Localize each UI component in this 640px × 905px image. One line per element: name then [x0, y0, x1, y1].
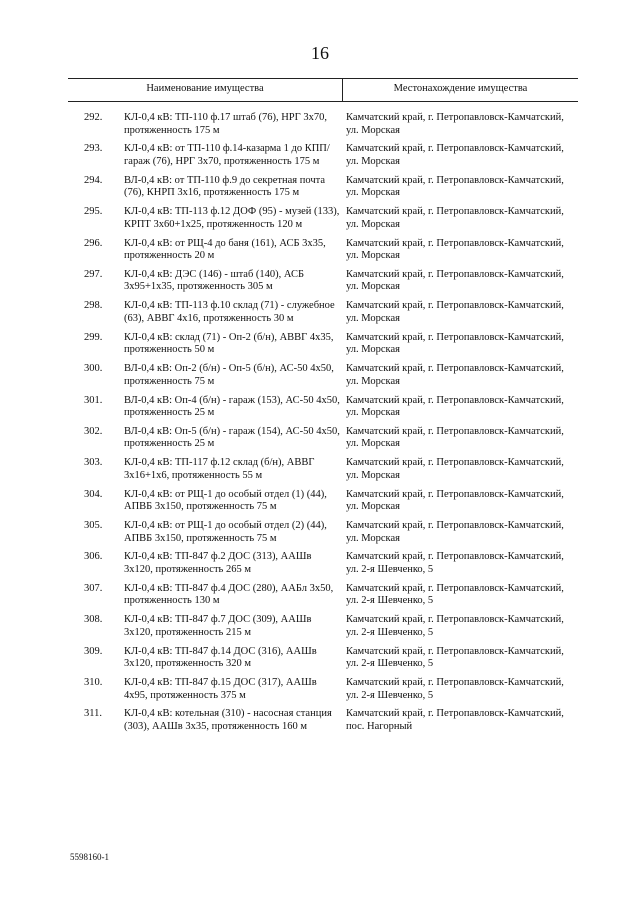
row-number: 297.	[84, 268, 103, 280]
property-name: ВЛ-0,4 кВ: Оп-4 (б/н) - гараж (153), АС-50 4х50, протяженность 25 м	[124, 394, 340, 419]
table-row	[0, 332, 640, 357]
row-number: 299.	[84, 331, 103, 343]
row-number: 307.	[84, 582, 103, 594]
row-number: 309.	[84, 645, 103, 657]
table-row	[0, 708, 640, 733]
property-name: КЛ-0,4 кВ: ТП-847 ф.7 ДОС (309), ААШв 3х120, протяженность 215 м	[124, 614, 312, 638]
table-row	[0, 583, 640, 608]
property-location: Камчатский край, г. Петропавловск-Камчатский, ул. 2-я Шевченко, 5	[346, 614, 564, 638]
row-number: 293.	[84, 143, 103, 155]
property-location: Камчатский край, г. Петропавловск-Камчатский, ул. Морская	[346, 237, 564, 262]
row-number: 304.	[84, 488, 103, 500]
property-location: Камчатский край, г. Петропавловск-Камчатский, ул. Морская	[346, 206, 564, 230]
property-name: КЛ-0,4 кВ: ТП-113 ф.10 склад (71) - служебное (63), АВВГ 4х16, протяженность 30 м	[124, 300, 335, 324]
property-name: ВЛ-0,4 кВ: от ТП-110 ф.9 до секретная почта (76), КНРП 3х16, протяженность 175 м	[124, 174, 325, 199]
table-row	[0, 646, 640, 671]
row-number: 310.	[84, 677, 103, 689]
property-name: КЛ-0,4 кВ: ДЭС (146) - штаб (140), АСБ 3х95+1х35, протяженность 305 м	[124, 268, 305, 293]
table-row	[0, 677, 640, 702]
row-number: 292.	[84, 112, 103, 123]
property-name: КЛ-0,4 кВ: ТП-847 ф.14 ДОС (316), ААШв 3х120, протяженность 320 м	[124, 645, 317, 670]
property-list	[0, 112, 640, 740]
row-number: 301.	[84, 394, 103, 406]
table-row	[0, 551, 640, 576]
table-row	[0, 112, 640, 137]
property-location: Камчатский край, г. Петропавловск-Камчатский, ул. Морская	[346, 457, 564, 481]
property-location: Камчатский край, г. Петропавловск-Камчатский, ул. 2-я Шевченко, 5	[346, 582, 564, 607]
property-location: Камчатский край, г. Петропавловск-Камчатский, ул. Морская	[346, 425, 564, 450]
property-name: КЛ-0,4 кВ: ТП-117 ф.12 склад (б/н), АВВГ 3х16+1х6, протяженность 55 м	[124, 457, 315, 481]
table-row	[0, 300, 640, 325]
property-name: КЛ-0,4 кВ: ТП-113 ф.12 ДОФ (95) - музей (133), КРПТ 3х60+1х25, протяженность 120 м	[124, 206, 340, 230]
property-location: Камчатский край, г. Петропавловск-Камчатский, пос. Нагорный	[346, 708, 564, 732]
table-row	[0, 175, 640, 200]
document-code: 5598160-1	[70, 852, 109, 862]
property-location: Камчатский край, г. Петропавловск-Камчатский, ул. Морская	[346, 331, 564, 356]
row-number: 295.	[84, 206, 103, 218]
property-name: ВЛ-0,4 кВ: Оп-2 (б/н) - Оп-5 (б/н), АС-50 4х50, протяженность 75 м	[124, 363, 334, 387]
table-row	[0, 206, 640, 231]
property-location: Камчатский край, г. Петропавловск-Камчатский, ул. Морская	[346, 143, 564, 167]
property-location: Камчатский край, г. Петропавловск-Камчатский, ул. Морская	[346, 268, 564, 293]
property-location: Камчатский край, г. Петропавловск-Камчатский, ул. Морская	[346, 112, 564, 136]
row-number: 303.	[84, 457, 103, 469]
property-location: Камчатский край, г. Петропавловск-Камчатский, ул. 2-я Шевченко, 5	[346, 645, 564, 670]
table-row	[0, 489, 640, 514]
property-location: Камчатский край, г. Петропавловск-Камчатский, ул. 2-я Шевченко, 5	[346, 551, 564, 575]
table-row	[0, 395, 640, 420]
property-name: КЛ-0,4 кВ: от РЩ-1 до особый отдел (2) (44), АПВБ 3х150, протяженность 75 м	[124, 520, 327, 544]
column-header-location: Местонахождение имущества	[393, 83, 528, 94]
row-number: 298.	[84, 300, 103, 312]
property-location: Камчатский край, г. Петропавловск-Камчатский, ул. Морская	[346, 363, 564, 387]
property-name: КЛ-0,4 кВ: от РЩ-4 до баня (161), АСБ 3х35, протяженность 20 м	[124, 237, 326, 262]
property-name: ВЛ-0,4 кВ: Оп-5 (б/н) - гараж (154), АС-50 4х50, протяженность 25 м	[124, 425, 340, 450]
property-location: Камчатский край, г. Петропавловск-Камчатский, ул. Морская	[346, 300, 564, 324]
property-location: Камчатский край, г. Петропавловск-Камчатский, ул. Морская	[346, 488, 564, 513]
row-number: 306.	[84, 551, 103, 563]
property-location: Камчатский край, г. Петропавловск-Камчатский, ул. Морская	[346, 174, 564, 199]
property-name: КЛ-0,4 кВ: от ТП-110 ф.14-казарма 1 до КПП/гараж (76), НРГ 3х70, протяженность 175 м	[124, 143, 330, 167]
row-number: 305.	[84, 520, 103, 532]
row-number: 300.	[84, 363, 103, 375]
table-row	[0, 269, 640, 294]
row-number: 308.	[84, 614, 103, 626]
property-name: КЛ-0,4 кВ: котельная (310) - насосная станция (303), ААШв 3х35, протяженность 160 м	[124, 708, 332, 732]
row-number: 296.	[84, 237, 103, 249]
table-row	[0, 238, 640, 263]
table-header	[68, 78, 578, 102]
row-number: 302.	[84, 425, 103, 437]
property-name: КЛ-0,4 кВ: ТП-847 ф.15 ДОС (317), ААШв 4х95, протяженность 375 м	[124, 677, 317, 701]
table-row	[0, 143, 640, 168]
row-number: 311.	[84, 708, 102, 720]
property-location: Камчатский край, г. Петропавловск-Камчатский, ул. Морская	[346, 394, 564, 419]
table-row	[0, 363, 640, 388]
property-name: КЛ-0,4 кВ: ТП-847 ф.4 ДОС (280), ААБл 3х50, протяженность 130 м	[124, 582, 334, 607]
row-number: 294.	[84, 174, 103, 186]
page-number: 16	[311, 43, 329, 63]
table-row	[0, 614, 640, 639]
property-name: КЛ-0,4 кВ: склад (71) - Оп-2 (б/н), АВВГ 4х35, протяженность 50 м	[124, 331, 334, 356]
table-row	[0, 457, 640, 482]
table-row	[0, 426, 640, 451]
table-row	[0, 520, 640, 545]
column-header-name: Наименование имущества	[146, 83, 264, 94]
property-location: Камчатский край, г. Петропавловск-Камчатский, ул. 2-я Шевченко, 5	[346, 677, 564, 701]
property-name: КЛ-0,4 кВ: ТП-110 ф.17 штаб (76), НРГ 3х70, протяженность 175 м	[124, 112, 327, 136]
property-location: Камчатский край, г. Петропавловск-Камчатский, ул. Морская	[346, 520, 564, 544]
property-name: КЛ-0,4 кВ: от РЩ-1 до особый отдел (1) (44), АПВБ 3х150, протяженность 75 м	[124, 488, 327, 513]
property-name: КЛ-0,4 кВ: ТП-847 ф.2 ДОС (313), ААШв 3х120, протяженность 265 м	[124, 551, 312, 575]
